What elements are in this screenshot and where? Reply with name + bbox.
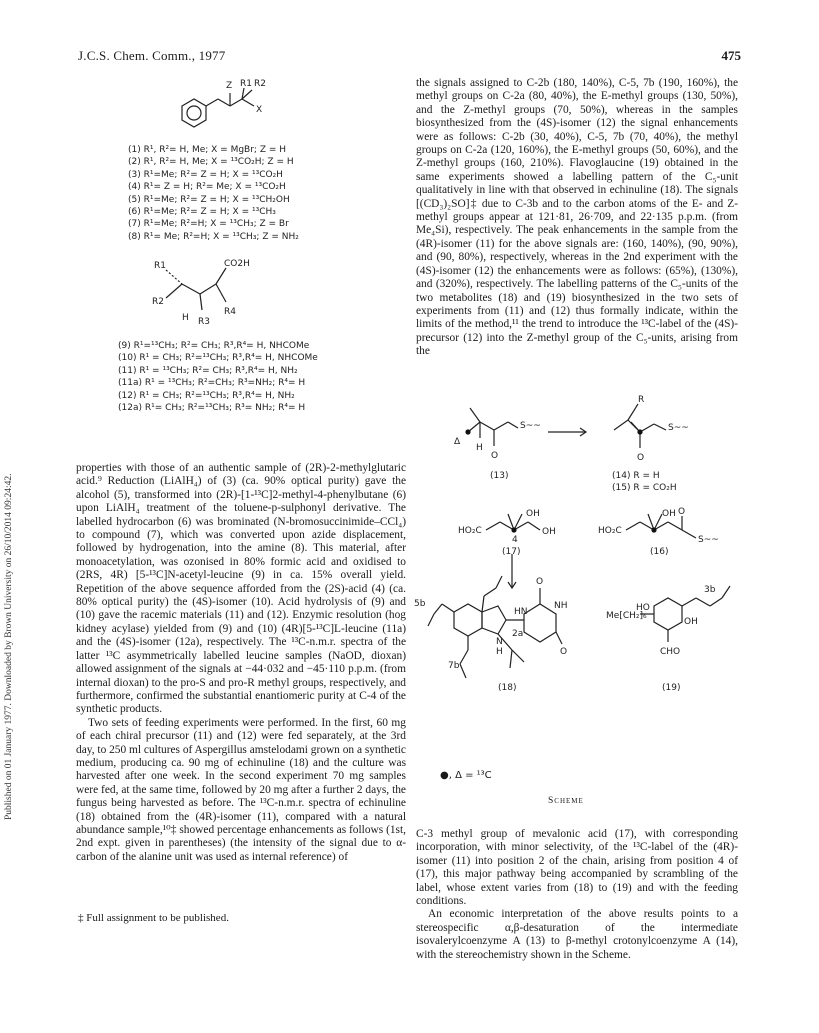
download-note: Published on 01 January 1977. Downloaded by Brown University on 26/10/2014 09:24:42. <box>4 473 14 820</box>
label-r: R <box>638 395 645 405</box>
footnote: ‡ Full assignment to be published. <box>78 912 229 924</box>
label-15: (15) R = CO₂H <box>612 483 677 493</box>
label-oh: OH <box>662 509 676 519</box>
compound-10: (10) R¹ = CH₃; R²=¹³CH₃; R³,R⁴= H, NHCOMe <box>118 353 318 364</box>
paragraph: An economic interpretation of the above results points to a stereospecific α,β-desaturation of the intermediate isovalerylcoenzyme A (13) to β-methyl crotonylcoenzyme A (14), with the stereochemistry shown in the Scheme. <box>416 908 738 961</box>
label-oh: OH <box>542 527 556 537</box>
label-o: O <box>637 453 645 463</box>
label-2a: 2a <box>512 629 524 639</box>
paragraph: Two sets of feeding experiments were performed. In the first, 60 mg of each chiral precursor (11) and (12) were fed separately, at the 3rd day, to 250 ml cultures of Aspergillus amstelodami grown on a synthetic medium, producing ca. 90 mg of echinuline (18) and the culture was harvested after one week. In the second experiment 70 mg samples were fed, at the same time, followed by 20 mg after a further 2 days, the fungus being harvested as before. The ¹³C-n.m.r. spectra of echinuline (18) obtained from the (4R)-isomer (11), compared with a natural abundance sample,¹⁰‡ showed percentage enhancements as follows (1st, 2nd expt. given in parentheses) (the intensity of the signal due to α-carbon of the alanine unit was used as internal reference) of <box>76 716 406 863</box>
label-19: (19) <box>662 683 681 693</box>
label-ho2c: HO₂C <box>598 526 622 536</box>
label-nh: NH <box>554 601 568 611</box>
structure-leucine <box>150 254 260 330</box>
label-n: N <box>496 637 503 647</box>
reaction-scheme <box>414 392 744 770</box>
label-r2b: R2 <box>152 297 164 307</box>
compound-4: (4) R¹= Z = H; R²= Me; X = ¹³CO₂H <box>128 182 286 193</box>
label-3b: 3b <box>704 585 716 595</box>
label-13: (13) <box>490 471 509 481</box>
compound-3: (3) R¹=Me; R²= Z = H; X = ¹³CO₂H <box>128 169 283 180</box>
scheme-title: Scheme <box>548 796 584 806</box>
label-delta: Δ <box>454 437 461 447</box>
label-s: S~~ <box>698 535 719 545</box>
label-o: O <box>678 507 686 517</box>
download-watermark <box>4 120 20 820</box>
label-18: (18) <box>498 683 517 693</box>
label-h2: H <box>496 647 503 657</box>
right-column-text <box>416 77 738 359</box>
label-z: Z <box>226 81 233 91</box>
compound-list-1-8 <box>128 144 299 243</box>
label-hn: HN <box>514 607 528 617</box>
label-cho: CHO <box>660 647 681 657</box>
label-h: H <box>476 443 483 453</box>
label-oh: OH <box>526 509 540 519</box>
label-5b: 5b <box>414 599 426 609</box>
label-r3: R3 <box>198 317 210 327</box>
compound-2: (2) R¹, R²= H, Me; X = ¹³CO₂H; Z = H <box>128 157 294 168</box>
paragraph: C-3 methyl group of mevalonic acid (17), with corresponding incorporation, with minor selectivity, of the ¹³C-label of the (4R)-isomer (11) into position 2 of the chain, arising from position 4 of (17), this major pathway being accompanied by scrambling of the label, whose extent varies from (18) to (19) and with the feeding conditions. <box>416 828 738 908</box>
compound-5: (5) R¹=Me; R²= Z = H; X = ¹³CH₂OH <box>128 194 290 205</box>
label-s: S~~ <box>668 423 689 433</box>
label-14: (14) R = H <box>612 471 660 481</box>
compound-list-9-12 <box>118 340 318 414</box>
running-header: J.C.S. Chem. Comm., 1977 <box>78 48 226 63</box>
label-r2: R2 <box>254 79 266 89</box>
label-r1: R1 <box>240 79 252 89</box>
paragraph: the signals assigned to C-2b (180, 140%), C-5, 7b (190, 160%), the methyl groups on C-2a (80, 40%), the E-methyl groups (130, 50%), and the Z-methyl groups (70, 50%), whereas in the samples biosynthesized from the (4S)-isomer (12) the signal enhancements were as follows: C-2b (30, 40%), C-5, 7b (70, 40%), the methyl groups on C-2a (120, 160%), the E-methyl groups (50, 60%), and the Z-methyl groups (160, 210%). Flavoglaucine (19) obtained in the same experiments showed a labelling pattern of the C₅-unit qualitatively in line with that observed in echinuline (18). The signals [(CD₃)₂SO]‡ due to C-3b and to the carbon atoms of the E- and Z-methyl groups appear at 121·81, 26·709, and 22·135 p.p.m. (from Me₄Si), respectively. The peak enhancements in the sample from the (4R)-isomer (11) for the above signals are: (160, 140%), (90, 90%), and (90, 80%), respectively, whereas in the 2nd experiment with the (4S)-isomer (12) the enhancements were as follows: (65%), (130%), and (320%), respectively. The labelling patterns of the C₅-units of the two metabolites (18) and (19) biosynthesized in the two sets of experiments from (11) and (12) thus formally indicate, within the limits of the method,¹¹ the trend to introduce the ¹³C-label of the (4S)-precursor (12) into the Z-methyl group of the C₅-units, arising from the <box>416 77 738 358</box>
compound-11: (11) R¹ = ¹³CH₃; R²= CH₃; R³,R⁴= H, NH₂ <box>118 365 298 376</box>
right-column-bottom-text <box>416 828 738 962</box>
label-x: X <box>256 105 263 115</box>
label-o: O <box>560 647 568 657</box>
compound-1: (1) R¹, R²= H, Me; X = MgBr; Z = H <box>128 145 287 155</box>
label-r4: R4 <box>224 307 236 317</box>
label-h: H <box>182 313 189 323</box>
label-s: S~~ <box>520 421 541 431</box>
label-co2h: CO2H <box>224 259 250 269</box>
compound-11a: (11a) R¹ = ¹³CH₃; R²=CH₃; R³=NH₂; R⁴= H <box>118 378 306 389</box>
compound-6: (6) R¹=Me; R²= Z = H; X = ¹³CH₃ <box>128 207 276 218</box>
compound-12a: (12a) R¹= CH₃; R²=¹³CH₃; R³= NH₂; R⁴= H <box>118 403 306 414</box>
label-me-ch2: Me[CH₂]₆ <box>606 611 647 621</box>
scheme-legend: ●, Δ = ¹³C <box>440 770 492 781</box>
label-o: O <box>491 451 499 461</box>
label-7b: 7b <box>448 661 460 671</box>
compound-7: (7) R¹=Me; R²=H; X = ¹³CH₃; Z = Br <box>128 219 289 230</box>
label-17: (17) <box>502 547 521 557</box>
left-column-text <box>76 462 406 864</box>
compound-8: (8) R¹= Me; R²=H; X = ¹³CH₃; Z = NH₂ <box>128 231 299 242</box>
label-r1b: R1 <box>154 261 166 271</box>
structure-phenylbutane <box>160 76 290 144</box>
label-16: (16) <box>650 547 669 557</box>
label-oh: OH <box>684 617 698 627</box>
label-ho: HO <box>636 603 650 613</box>
label-ho2c: HO₂C <box>458 526 482 536</box>
page-number: 475 <box>721 48 741 63</box>
compound-12: (12) R¹ = CH₃; R²=¹³CH₃; R³,R⁴= H, NH₂ <box>118 390 295 401</box>
paragraph: properties with those of an authentic sample of (2R)-2-methylglutaric acid.⁹ Reduction (LiAlH₄) of (3) (ca. 90% optical purity) gave the alcohol (5), transformed into (2R)-[1-¹³C]2-methyl-4-phenylbutane (6) upon LiAlH₄ treatment of the toluene-p-sulphonyl derivative. The labelled hydrocarbon (6) was brominated (N-bromosuccinimide–CCl₄) to compound (7), which was converted upon azide displacement, followed by hydrogenation, into the amine (8). This material, after monoacetylation, was ozonised in 80% formic acid and oxidised to (2RS, 4R) [5-¹³C]N-acetyl-leucine (9) in ca. 15% overall yield. Repetition of the above sequence afforded from the (2S)-acid (4) (ca. 80% optical purity) the (4S)-isomer (10). Acid hydrolysis of (9) and (10) gave the racemic materials (11) and (12). Enzymic resolution (hog kidney acylase) yielded from (9) and (10) (4R)[5-¹³C]L-leucine (11a) and the (4S)-isomer (12a), respectively. The ¹³C-n.m.r. spectra of the latter ¹³C asymmetrically labelled leucine samples (NaOD, dioxan) allowed assignment of the signals at −44·032 and −45·110 p.p.m. (from internal dioxan) to the pro-S and pro-R methyl groups, respectively, and furthermore, confirmed the substantial enantiomeric purity at C-4 of the synthetic products. <box>76 462 406 716</box>
label-4: 4 <box>512 535 518 545</box>
label-o: O <box>536 577 544 587</box>
compound-9: (9) R¹=¹³CH₃; R²= CH₃; R³,R⁴= H, NHCOMe <box>118 341 310 351</box>
